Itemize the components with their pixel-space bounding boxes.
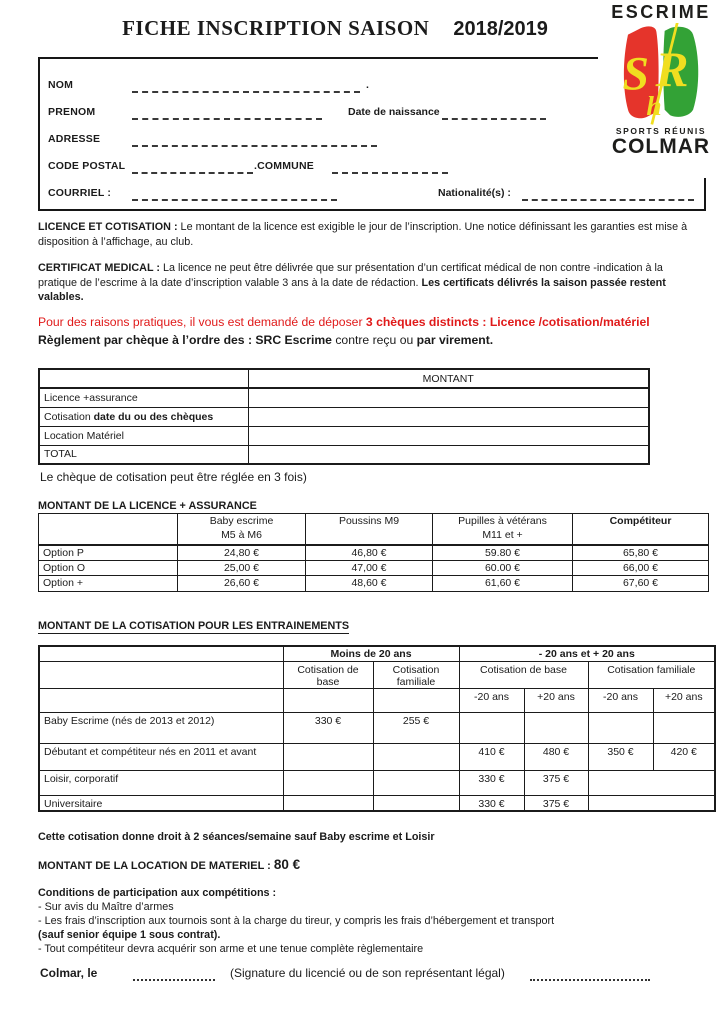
table-cell: 48,60 € bbox=[306, 576, 433, 592]
montant-row-cotisation bbox=[39, 407, 649, 426]
signature-fill-line bbox=[530, 966, 650, 981]
col-poussins-line1: Poussins M9 bbox=[338, 515, 400, 527]
licence-table-heading bbox=[38, 500, 257, 512]
table-cell: 65,80 € bbox=[573, 545, 709, 561]
title-text: FICHE INSCRIPTION SAISON bbox=[122, 16, 430, 40]
table-cell bbox=[459, 712, 524, 743]
emblem-letter-s: S bbox=[622, 48, 650, 101]
montant-row-total-value bbox=[248, 445, 649, 464]
cotisation-header-empty bbox=[39, 646, 283, 661]
table-cell bbox=[588, 770, 715, 795]
table-cell bbox=[588, 795, 715, 811]
date-naissance-label: Date de naissance bbox=[348, 106, 440, 118]
condition-item: - Tout compétiteur devra acquérir son arme et une tenue complète règlementaire bbox=[38, 943, 424, 955]
table-cell bbox=[39, 688, 283, 712]
sub-fam-left: Cotisation familiale bbox=[373, 661, 459, 688]
table-row bbox=[39, 369, 649, 388]
cotisation-row-loisir bbox=[39, 770, 715, 795]
option-o-label: Option O bbox=[39, 560, 178, 576]
age-col-2: +20 ans bbox=[524, 688, 588, 712]
licence-col-pupilles bbox=[433, 514, 573, 545]
nationalite-label: Nationalité(s) : bbox=[438, 187, 511, 199]
table-cell: 46,80 € bbox=[306, 545, 433, 561]
condition-item: - Sur avis du Maître d’armes bbox=[38, 901, 174, 913]
montant-row-location-label: Location Matériel bbox=[39, 426, 248, 445]
table-row bbox=[39, 514, 709, 545]
table-cell: 24,80 € bbox=[178, 545, 306, 561]
reglement-line bbox=[38, 332, 704, 349]
age-col-4: +20 ans bbox=[653, 688, 715, 712]
montant-table bbox=[38, 368, 650, 465]
reglement-bold-2: par virement. bbox=[416, 333, 494, 347]
prenom-label: PRENOM bbox=[48, 106, 96, 118]
certificat-paragraph-text: La licence ne peut être délivrée que sur présentation d’un certificat médical de non contre -indication à la pratique de l’escrime à la date d’inscription valable 3 ans à la date de rédaction. bbox=[38, 262, 663, 289]
certificat-medical-paragraph bbox=[38, 261, 704, 305]
table-cell bbox=[283, 743, 373, 770]
cotisation-row-universitaire bbox=[39, 795, 715, 811]
col-pupilles-line2: M11 et + bbox=[482, 528, 523, 541]
table-cell bbox=[283, 688, 373, 712]
location-materiel-line bbox=[38, 857, 300, 872]
licence-cotisation-paragraph bbox=[38, 220, 704, 249]
col-baby-line2: M5 à M6 bbox=[221, 528, 262, 541]
cotisation-table-heading-text: MONTANT DE LA COTISATION POUR LES ENTRAINEMENTS bbox=[38, 620, 350, 632]
age-col-1: -20 ans bbox=[459, 688, 524, 712]
age-col-3: -20 ans bbox=[588, 688, 653, 712]
location-label: MONTANT DE LA LOCATION DE MATERIEL : bbox=[38, 860, 274, 872]
table-cell: 410 € bbox=[459, 743, 524, 770]
cotisation-label-bold: date du ou des chèques bbox=[93, 410, 214, 423]
montant-header-empty bbox=[39, 369, 248, 388]
adresse-fill-line bbox=[132, 133, 377, 147]
table-cell: 47,00 € bbox=[306, 560, 433, 576]
signature-date-fill-line bbox=[133, 966, 215, 981]
table-cell bbox=[373, 743, 459, 770]
licence-header-empty bbox=[39, 514, 178, 545]
cotisation-table-heading bbox=[38, 620, 349, 632]
date-naissance-fill-line bbox=[442, 106, 546, 120]
licence-row-option-p bbox=[39, 545, 709, 561]
cheque-note: Le chèque de cotisation peut être réglée en 3 fois) bbox=[40, 470, 307, 484]
sub-fam-right: Cotisation familiale bbox=[588, 661, 715, 688]
table-cell: 480 € bbox=[524, 743, 588, 770]
table-cell: 66,00 € bbox=[573, 560, 709, 576]
col-competiteur-line1: Compétiteur bbox=[609, 515, 672, 527]
logo-escrime-text: ESCRIME bbox=[611, 2, 711, 22]
montant-header: MONTANT bbox=[248, 369, 649, 388]
col-baby-line1: Baby escrime bbox=[209, 515, 274, 527]
table-cell: 25,00 € bbox=[178, 560, 306, 576]
commune-fill-line bbox=[332, 160, 448, 174]
table-cell: 330 € bbox=[283, 712, 373, 743]
cheques-notice bbox=[38, 314, 704, 331]
table-cell bbox=[283, 770, 373, 795]
condition-item: - Les frais d’inscription aux tournois sont à la charge du tireur, y compris les frais d’hébergement et transport bbox=[38, 915, 555, 927]
option-plus-label: Option + bbox=[39, 576, 178, 592]
nom-label: NOM bbox=[48, 79, 74, 91]
courriel-fill-line bbox=[132, 187, 337, 201]
emblem-letter-h: h bbox=[646, 90, 662, 122]
montant-row-total bbox=[39, 445, 649, 464]
code-postal-fill-line bbox=[132, 160, 253, 174]
licence-paragraph-lead: LICENCE ET COTISATION : bbox=[38, 221, 178, 233]
courriel-label: COURRIEL : bbox=[48, 187, 112, 199]
montant-row-cotisation-label bbox=[39, 407, 248, 426]
reglement-bold-1: Règlement par chèque à l’ordre des : SRC Escrime bbox=[38, 333, 332, 347]
table-cell bbox=[588, 712, 653, 743]
group-moins-20: Moins de 20 ans bbox=[283, 646, 459, 661]
logo-colmar-text: COLMAR bbox=[611, 135, 711, 158]
licence-assurance-table bbox=[38, 513, 709, 592]
code-postal-label: CODE POSTAL bbox=[48, 160, 126, 172]
licence-col-poussins bbox=[306, 514, 433, 545]
adresse-label: ADRESSE bbox=[48, 133, 101, 145]
club-emblem-icon bbox=[617, 23, 705, 125]
licence-row-option-o bbox=[39, 560, 709, 576]
table-cell: 60.00 € bbox=[433, 560, 573, 576]
option-p-label: Option P bbox=[39, 545, 178, 561]
montant-row-total-label: TOTAL bbox=[39, 445, 248, 464]
cheques-notice-text: Pour des raisons pratiques, il vous est demandé de déposer bbox=[38, 315, 366, 329]
page-title bbox=[90, 16, 580, 41]
nom-tail: . bbox=[366, 79, 369, 91]
montant-row-location-value bbox=[248, 426, 649, 445]
table-cell bbox=[653, 712, 715, 743]
licence-table-heading-text: MONTANT DE LA LICENCE + ASSURANCE bbox=[38, 500, 257, 512]
table-cell bbox=[373, 688, 459, 712]
table-cell bbox=[373, 770, 459, 795]
conditions-block bbox=[38, 886, 554, 956]
conditions-title: Conditions de participation aux compétitions : bbox=[38, 887, 277, 899]
table-cell: 350 € bbox=[588, 743, 653, 770]
table-cell: 330 € bbox=[459, 770, 524, 795]
cotisation-note: Cette cotisation donne droit à 2 séances/semaine sauf Baby escrime et Loisir bbox=[38, 831, 435, 843]
cotisation-table bbox=[38, 645, 716, 812]
table-cell: 375 € bbox=[524, 770, 588, 795]
prenom-fill-line bbox=[132, 106, 322, 120]
licence-col-competiteur bbox=[573, 514, 709, 545]
emblem-letter-r: R bbox=[655, 41, 689, 97]
table-cell: 61,60 € bbox=[433, 576, 573, 592]
table-cell bbox=[39, 661, 283, 688]
cheques-notice-bold: 3 chèques distincts : Licence /cotisation/matériel bbox=[365, 315, 650, 329]
table-cell: 59.80 € bbox=[433, 545, 573, 561]
reglement-text: contre reçu ou bbox=[331, 333, 417, 347]
montant-row-cotisation-value bbox=[248, 407, 649, 426]
montant-row-location bbox=[39, 426, 649, 445]
nom-fill-line bbox=[132, 79, 360, 93]
cotisation-row-baby bbox=[39, 712, 715, 743]
licence-paragraph-text: Le montant de la licence est exigible le jour de l’inscription. Une notice définissant les garanties est mise à disposition à l’affichage, au club. bbox=[38, 221, 688, 248]
table-cell bbox=[373, 795, 459, 811]
col-pupilles-line1: Pupilles à vétérans bbox=[458, 515, 547, 527]
table-row bbox=[39, 661, 715, 688]
certificat-paragraph-bold-end: Les certificats délivrés la saison passée restent valables. bbox=[38, 276, 666, 303]
table-cell: 255 € bbox=[373, 712, 459, 743]
logo-sports-reunis-text: SPORTS RÉUNIS bbox=[615, 126, 707, 136]
montant-row-licence bbox=[39, 388, 649, 407]
table-cell: 26,60 € bbox=[178, 576, 306, 592]
club-logo bbox=[598, 2, 724, 178]
sub-base-right: Cotisation de base bbox=[459, 661, 588, 688]
commune-label: .COMMUNE bbox=[254, 160, 314, 172]
montant-row-licence-label: Licence +assurance bbox=[39, 388, 248, 407]
table-cell: 420 € bbox=[653, 743, 715, 770]
table-row bbox=[39, 688, 715, 712]
licence-row-option-plus bbox=[39, 576, 709, 592]
title-season: 2018/2019 bbox=[453, 18, 548, 40]
signature-city: Colmar, le bbox=[40, 966, 98, 980]
signature-line bbox=[38, 966, 698, 984]
nationalite-fill-line bbox=[522, 187, 694, 201]
universitaire-row-label: Universitaire bbox=[39, 795, 283, 811]
sub-base-left: Cotisation de base bbox=[283, 661, 373, 688]
debutant-row-label: Débutant et compétiteur nés en 2011 et avant bbox=[39, 743, 283, 770]
group-moins-plus-20: - 20 ans et + 20 ans bbox=[459, 646, 715, 661]
table-cell bbox=[283, 795, 373, 811]
loisir-row-label: Loisir, corporatif bbox=[39, 770, 283, 795]
table-cell: 67,60 € bbox=[573, 576, 709, 592]
certificat-paragraph-lead: CERTIFICAT MEDICAL : bbox=[38, 262, 160, 274]
table-row bbox=[39, 646, 715, 661]
table-cell: 330 € bbox=[459, 795, 524, 811]
field-row-courriel bbox=[40, 187, 704, 202]
table-cell bbox=[524, 712, 588, 743]
baby-row-label: Baby Escrime (nés de 2013 et 2012) bbox=[39, 712, 283, 743]
licence-col-baby bbox=[178, 514, 306, 545]
cotisation-label-normal: Cotisation bbox=[44, 410, 94, 423]
table-cell: 375 € bbox=[524, 795, 588, 811]
montant-row-licence-value bbox=[248, 388, 649, 407]
location-price: 80 € bbox=[273, 857, 301, 872]
signature-label: (Signature du licencié ou de son représentant légal) bbox=[230, 966, 505, 980]
cotisation-row-debutant bbox=[39, 743, 715, 770]
condition-item: (sauf senior équipe 1 sous contrat). bbox=[38, 929, 221, 941]
